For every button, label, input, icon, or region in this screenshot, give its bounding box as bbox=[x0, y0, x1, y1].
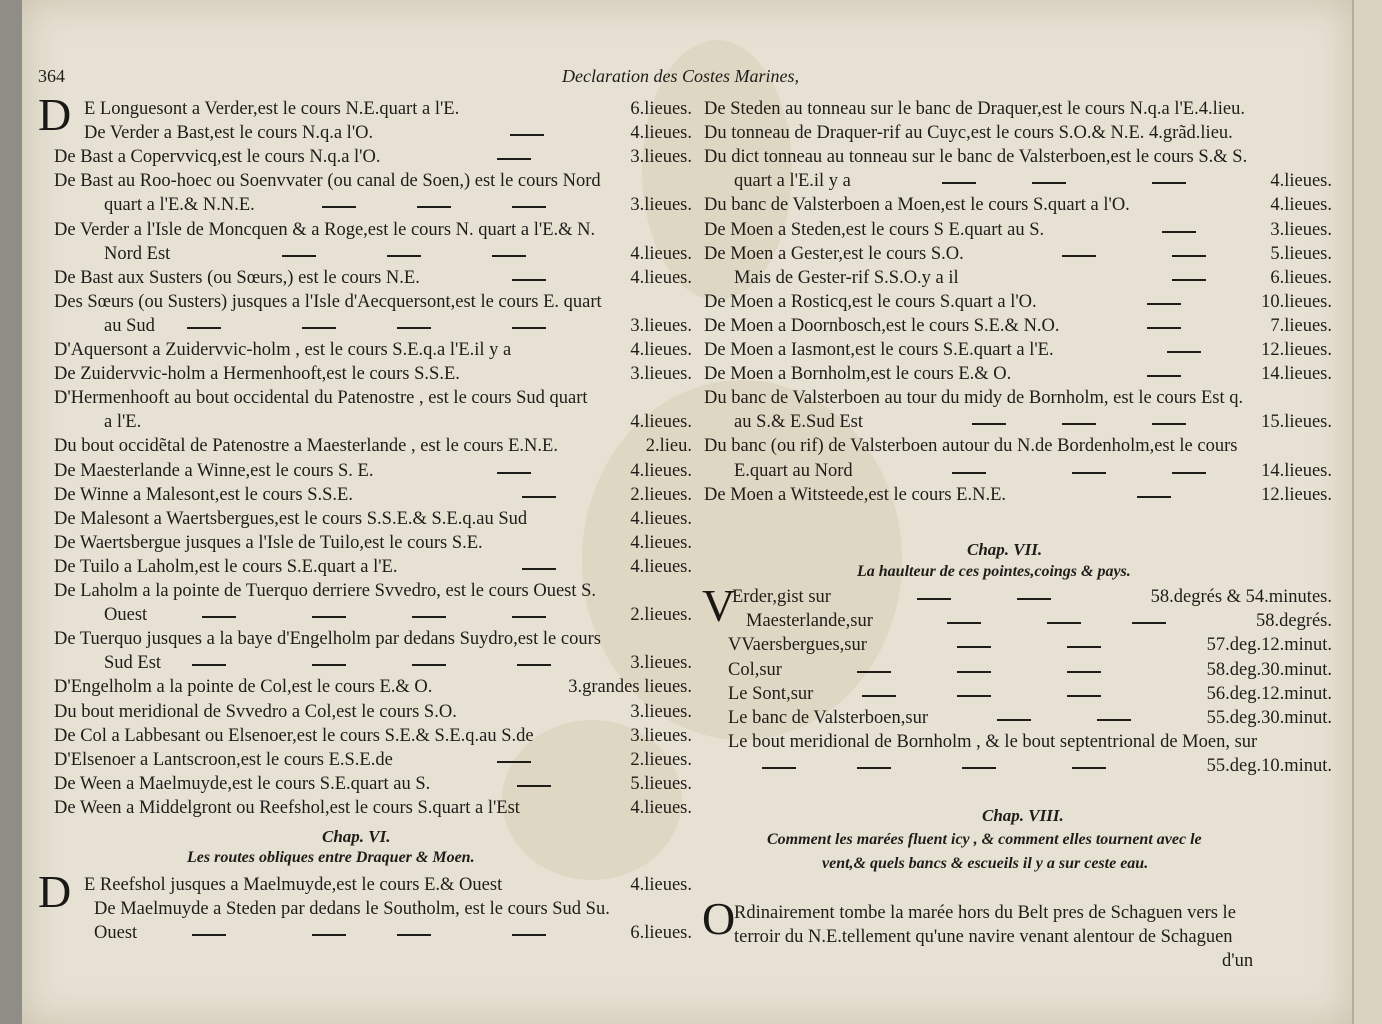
route-text: au S.& E.Sud Est bbox=[734, 412, 863, 433]
leader-dash bbox=[1067, 695, 1101, 697]
route-distance: 3.lieues. bbox=[1270, 219, 1332, 240]
route-text: De Laholm a la pointe de Tuerquo derriere Svvedro, est le cours Ouest S. bbox=[54, 581, 597, 601]
leader-dash bbox=[957, 646, 991, 648]
chapter-6-subtitle: Les routes obliques entre Draquer & Moen. bbox=[187, 849, 475, 866]
route-text: Ouest bbox=[94, 923, 138, 943]
leader-dash bbox=[1017, 598, 1051, 600]
route-distance: 4.lieues. bbox=[630, 460, 692, 481]
running-title: Declaration des Costes Marines, bbox=[562, 66, 799, 86]
route-text: De Waertsbergue jusques a l'Isle de Tuilo,est le cours S.E. bbox=[54, 532, 483, 553]
leader-dash bbox=[997, 719, 1031, 721]
route-text: quart a l'E.& N.N.E. bbox=[104, 195, 255, 216]
route-distance: 4.lieues. bbox=[630, 340, 692, 360]
route-distance: 3.lieues. bbox=[630, 147, 692, 168]
leader-dash bbox=[1147, 327, 1181, 329]
leader-dash bbox=[957, 695, 991, 697]
route-distance: 4.lieues. bbox=[630, 875, 692, 895]
route-text: Nord Est bbox=[104, 243, 171, 264]
route-text: D'Hermenhooft au bout occidental du Patenostre , est le cours Sud quart bbox=[54, 388, 588, 409]
route-text: De Bast au Roo-hoec ou Soenvvater (ou canal de Soen,) est le cours Nord bbox=[54, 171, 601, 192]
route-text: Mais de Gester-rif S.S.O.y a il bbox=[734, 267, 959, 288]
leader-dash bbox=[957, 671, 991, 673]
route-text: Le bout meridional de Bornholm , & le bout septentrional de Moen, sur bbox=[728, 732, 1258, 753]
leader-dash bbox=[1067, 671, 1101, 673]
leader-dash bbox=[512, 934, 546, 936]
route-distance: 4.lieues. bbox=[1270, 171, 1332, 192]
leader-dash bbox=[947, 622, 981, 624]
route-text: Du bout meridional de Svvedro a Col,est le cours S.O. bbox=[54, 701, 457, 722]
leader-dash bbox=[192, 664, 226, 666]
route-text: Sud Est bbox=[104, 653, 162, 674]
route-distance: 3.lieues. bbox=[630, 195, 692, 216]
route-distance: 3.lieues. bbox=[630, 701, 692, 722]
leader-dash bbox=[322, 206, 356, 208]
leader-dash bbox=[417, 206, 451, 208]
chapter-7-subtitle: La haulteur de ces pointes,coings & pays. bbox=[857, 563, 1131, 580]
route-text: quart a l'E.il y a bbox=[734, 171, 851, 192]
route-text: VVaersbergues,sur bbox=[728, 635, 867, 656]
route-text: De Moen a Bornholm,est le cours E.& O. bbox=[704, 364, 1012, 385]
leader-dash bbox=[952, 472, 986, 474]
route-distance: 14.lieues. bbox=[1261, 460, 1332, 481]
route-distance: 2.lieu. bbox=[645, 436, 692, 457]
route-distance: 58.deg.30.minut. bbox=[1206, 659, 1332, 680]
route-distance: 4.lieues. bbox=[1270, 195, 1332, 216]
route-text: De Moen a Rosticq,est le cours S.quart a l'O. bbox=[704, 291, 1037, 312]
leader-dash bbox=[512, 327, 546, 329]
route-distance: 4.lieues. bbox=[630, 508, 692, 529]
route-distance: 4.lieues. bbox=[630, 532, 692, 553]
route-text: De Moen a Iasmont,est le cours S.E.quart a l'E. bbox=[704, 340, 1054, 360]
route-distance: 5.lieues. bbox=[630, 773, 692, 794]
leader-dash bbox=[522, 568, 556, 570]
route-text: De Moen a Gester,est le cours S.O. bbox=[704, 243, 964, 264]
drop-cap: V bbox=[702, 580, 736, 631]
route-text: D'Engelholm a la pointe de Col,est le cours E.& O. bbox=[54, 677, 433, 698]
route-text: Erder,gist sur bbox=[732, 587, 831, 607]
route-distance: 4.lieues. bbox=[630, 556, 692, 577]
route-distance: 58.degrés & 54.minutes. bbox=[1150, 587, 1332, 607]
route-text: Du dict tonneau au tonneau sur le banc de Valsterboen,est le cours S.& S. bbox=[704, 147, 1248, 168]
chapter-8-subtitle: vent,& quels bancs & escueils il y a sur ceste eau. bbox=[822, 855, 1149, 872]
route-text: Des Sœurs (ou Susters) jusques a l'Isle d'Aecquersont,est le cours E. quart bbox=[54, 291, 602, 312]
route-distance: 4.lieues. bbox=[630, 267, 692, 288]
leader-dash bbox=[1067, 646, 1101, 648]
route-distance: 6.lieues. bbox=[630, 923, 692, 943]
leader-dash bbox=[942, 182, 976, 184]
route-text: Du tonneau de Draquer-rif au Cuyc,est le cours S.O.& N.E. 4.grãd.lieu. bbox=[704, 123, 1233, 144]
leader-dash bbox=[512, 206, 546, 208]
route-text: Du banc de Valsterboen a Moen,est le cours S.quart a l'O. bbox=[704, 195, 1130, 216]
route-text: Le banc de Valsterboen,sur bbox=[728, 708, 929, 728]
leader-dash bbox=[1147, 375, 1181, 377]
route-text: De Maesterlande a Winne,est le cours S. E. bbox=[54, 460, 374, 481]
leader-dash bbox=[1152, 423, 1186, 425]
route-distance: 2.lieues. bbox=[630, 749, 692, 770]
leader-dash bbox=[972, 423, 1006, 425]
route-text: De Ween a Maelmuyde,est le cours S.E.quart au S. bbox=[54, 773, 431, 794]
leader-dash bbox=[397, 934, 431, 936]
route-text: De Bast aux Susters (ou Sœurs,) est le cours N.E. bbox=[54, 267, 420, 288]
route-distance: 15.lieues. bbox=[1261, 412, 1332, 433]
leader-dash bbox=[512, 279, 546, 281]
leader-dash bbox=[962, 767, 996, 769]
route-text: E Longuesont a Verder,est le cours N.E.quart a l'E. bbox=[84, 99, 460, 119]
route-distance: 12.lieues. bbox=[1261, 340, 1332, 360]
route-distance: 14.lieues. bbox=[1261, 364, 1332, 385]
leader-dash bbox=[497, 158, 531, 160]
leader-dash bbox=[517, 664, 551, 666]
leader-dash bbox=[1147, 303, 1181, 305]
route-text: De Moen a Witsteede,est le cours E.N.E. bbox=[704, 484, 1007, 505]
route-distance: 2.lieues. bbox=[630, 484, 692, 505]
route-text: De Tuerquo jusques a la baye d'Engelholm par dedans Suydro,est le cours bbox=[54, 629, 601, 650]
chapter-6-title: Chap. VI. bbox=[322, 827, 391, 846]
leader-dash bbox=[1062, 423, 1096, 425]
route-text: De Winne a Malesont,est le cours S.S.E. bbox=[54, 484, 353, 505]
leader-dash bbox=[302, 327, 336, 329]
route-distance: 2.lieues. bbox=[630, 605, 692, 626]
chapter-7-title: Chap. VII. bbox=[967, 540, 1043, 559]
chapter-8-title: Chap. VIII. bbox=[982, 806, 1064, 825]
leader-dash bbox=[522, 496, 556, 498]
leader-dash bbox=[1072, 472, 1106, 474]
route-distance: 6.lieues. bbox=[1270, 267, 1332, 288]
leader-dash bbox=[517, 785, 551, 787]
leader-dash bbox=[1032, 182, 1066, 184]
leader-dash bbox=[1132, 622, 1166, 624]
page-number: 364 bbox=[38, 66, 65, 86]
route-text: E.quart au Nord bbox=[734, 460, 853, 481]
route-text: De Verder a l'Isle de Moncquen & a Roge,est le cours N. quart a l'E.& N. bbox=[54, 219, 596, 240]
leader-dash bbox=[202, 616, 236, 618]
leader-dash bbox=[1172, 472, 1206, 474]
paragraph-line: terroir du N.E.tellement qu'une navire venant alentour de Schaguen bbox=[734, 927, 1233, 947]
route-text: De Moen a Doornbosch,est le cours S.E.& N.O. bbox=[704, 315, 1060, 336]
leader-dash bbox=[1167, 351, 1201, 353]
route-distance: 3.grandes lieues. bbox=[568, 677, 692, 698]
leader-dash bbox=[397, 327, 431, 329]
route-distance: 3.lieues. bbox=[630, 653, 692, 674]
leader-dash bbox=[412, 616, 446, 618]
route-text: Du banc (ou rif) de Valsterboen autour du N.de Bordenholm,est le cours bbox=[704, 436, 1238, 457]
route-distance: 55.deg.30.minut. bbox=[1206, 708, 1332, 728]
leader-dash bbox=[1062, 255, 1096, 257]
route-text: De Malesont a Waertsbergues,est le cours S.S.E.& S.E.q.au Sud bbox=[54, 508, 528, 529]
leader-dash bbox=[1172, 279, 1206, 281]
route-distance: 10.lieues. bbox=[1261, 291, 1332, 312]
leader-dash bbox=[412, 664, 446, 666]
leader-dash bbox=[1072, 767, 1106, 769]
book-page bbox=[22, 0, 1352, 1024]
leader-dash bbox=[1152, 182, 1186, 184]
leader-dash bbox=[312, 616, 346, 618]
route-distance: 3.lieues. bbox=[630, 725, 692, 746]
drop-cap: D bbox=[38, 866, 72, 917]
route-text: Du banc de Valsterboen au tour du midy de Bornholm, est le cours Est q. bbox=[704, 388, 1244, 409]
route-distance: 55.deg.10.minut. bbox=[1206, 756, 1332, 777]
route-text: De Steden au tonneau sur le banc de Draquer,est le cours N.q.a l'E.4.lieu. bbox=[704, 99, 1245, 119]
route-text: E Reefshol jusques a Maelmuyde,est le cours E.& Ouest bbox=[84, 875, 503, 895]
leader-dash bbox=[497, 761, 531, 763]
route-text: De Maelmuyde a Steden par dedans le Southolm, est le cours Sud Su. bbox=[94, 899, 610, 919]
route-distance: 4.lieues. bbox=[630, 412, 692, 433]
route-text: De Zuidervvic-holm a Hermenhooft,est le cours S.S.E. bbox=[54, 364, 460, 385]
route-distance: 3.lieues. bbox=[630, 315, 692, 336]
route-distance: 58.degrés. bbox=[1255, 611, 1332, 632]
leader-dash bbox=[512, 616, 546, 618]
leader-dash bbox=[387, 255, 421, 257]
route-text: Ouest bbox=[104, 605, 148, 626]
leader-dash bbox=[1162, 231, 1196, 233]
leader-dash bbox=[312, 664, 346, 666]
route-distance: 4.lieues. bbox=[630, 123, 692, 144]
facing-page-edge bbox=[1352, 0, 1382, 1024]
route-text: a l'E. bbox=[104, 412, 142, 433]
route-text: D'Aquersont a Zuidervvic-holm , est le cours S.E.q.a l'E.il y a bbox=[54, 340, 512, 360]
drop-cap: D bbox=[38, 89, 72, 140]
leader-dash bbox=[1172, 255, 1206, 257]
drop-cap: O bbox=[702, 893, 736, 944]
route-distance: 3.lieues. bbox=[630, 364, 692, 385]
leader-dash bbox=[1047, 622, 1081, 624]
route-text: Col,sur bbox=[728, 659, 782, 680]
route-text: D'Elsenoer a Lantscroon,est le cours E.S.E.de bbox=[54, 749, 393, 770]
route-text: Maesterlande,sur bbox=[746, 611, 873, 632]
route-distance: 57.deg.12.minut. bbox=[1206, 635, 1332, 656]
route-distance: 6.lieues. bbox=[630, 99, 692, 119]
leader-dash bbox=[762, 767, 796, 769]
route-text: De Ween a Middelgront ou Reefshol,est le cours S.quart a l'Est bbox=[54, 797, 520, 818]
route-text: De Tuilo a Laholm,est le cours S.E.quart a l'E. bbox=[54, 556, 398, 577]
route-distance: 4.lieues. bbox=[630, 797, 692, 818]
route-text: De Moen a Steden,est le cours S E.quart au S. bbox=[704, 219, 1045, 240]
leader-dash bbox=[192, 934, 226, 936]
route-distance: 12.lieues. bbox=[1261, 484, 1332, 505]
paragraph-line: Rdinairement tombe la marée hors du Belt pres de Schaguen vers le bbox=[734, 903, 1236, 923]
catchword: d'un bbox=[1222, 951, 1254, 971]
route-text: Du bout occidẽtal de Patenostre a Maesterlande , est le cours E.N.E. bbox=[54, 436, 558, 457]
leader-dash bbox=[857, 767, 891, 769]
leader-dash bbox=[497, 472, 531, 474]
route-text: au Sud bbox=[104, 315, 155, 336]
route-distance: 56.deg.12.minut. bbox=[1206, 683, 1332, 704]
leader-dash bbox=[282, 255, 316, 257]
route-text: De Verder a Bast,est le cours N.q.a l'O. bbox=[84, 123, 374, 144]
route-text: De Bast a Copervvicq,est le cours N.q.a l'O. bbox=[54, 147, 381, 168]
chapter-8-subtitle: Comment les marées fluent icy , & comment elles tournent avec le bbox=[767, 831, 1202, 848]
route-text: Le Sont,sur bbox=[728, 683, 814, 704]
leader-dash bbox=[1097, 719, 1131, 721]
leader-dash bbox=[187, 327, 221, 329]
leader-dash bbox=[917, 598, 951, 600]
route-distance: 7.lieues. bbox=[1270, 315, 1332, 336]
leader-dash bbox=[862, 695, 896, 697]
leader-dash bbox=[510, 134, 544, 136]
leader-dash bbox=[492, 255, 526, 257]
route-distance: 5.lieues. bbox=[1270, 243, 1332, 264]
route-text: De Col a Labbesant ou Elsenoer,est le cours S.E.& S.E.q.au S.de bbox=[54, 725, 534, 746]
leader-dash bbox=[857, 671, 891, 673]
leader-dash bbox=[312, 934, 346, 936]
leader-dash bbox=[1137, 496, 1171, 498]
route-distance: 4.lieues. bbox=[630, 243, 692, 264]
